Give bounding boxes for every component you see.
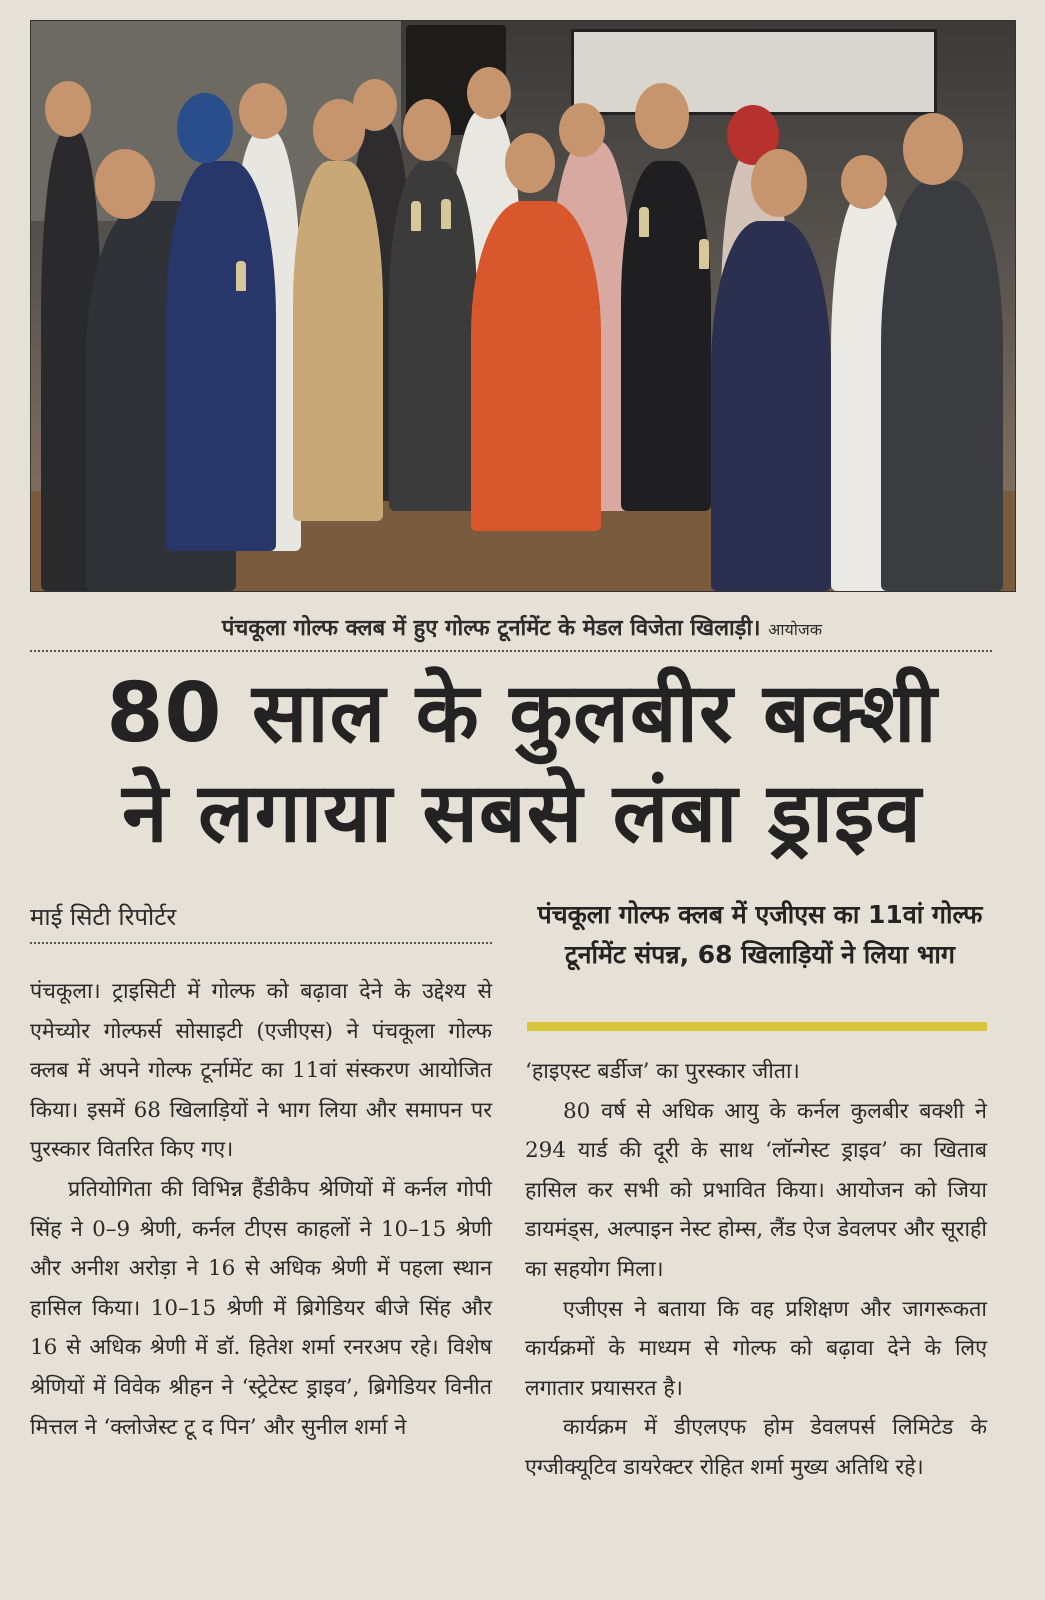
trophy-icon bbox=[639, 207, 649, 237]
photo-person bbox=[711, 221, 831, 591]
trophy-icon bbox=[441, 199, 451, 229]
photo-person bbox=[471, 201, 601, 531]
photo-person-head bbox=[751, 149, 807, 217]
photo-person-head bbox=[505, 133, 555, 193]
paragraph: प्रतियोगिता की विभिन्न हैंडीकैप श्रेणियों में कर्नल गोपी सिंह ने 0–9 श्रेणी, कर्नल टीएस काहलों ने 10–15 श्रेणी और अनीश अरोड़ा ने 16 से अधिक श्रेणी में पहला स्थान हासिल किया। 10–15 श्रेणी में ब्रिगेडियर बीजे सिंह और 16 से अधिक श्रेणी में डॉ. हितेश शर्मा रनरअप रहे। विशेष श्रेणियों में विवेक श्रीहन ने ‘स्ट्रेटेस्ट ड्राइव’, ब्रिगेडियर विनीत मित्तल ने ‘क्लोजेस्ट टू द पिन’ और सुनील शर्मा ने bbox=[30, 1176, 492, 1440]
photo-person bbox=[293, 161, 383, 521]
photo-person-head bbox=[903, 113, 963, 185]
headline-line-1: 80 साल के कुलबीर बक्शी bbox=[106, 666, 938, 761]
headline-line-2: ने लगाया सबसे लंबा ड्राइव bbox=[122, 766, 922, 861]
photo-person-head bbox=[177, 93, 233, 163]
photo-person-head bbox=[467, 67, 511, 119]
photo-person-head bbox=[559, 103, 605, 157]
news-photo bbox=[30, 20, 1016, 592]
photo-person bbox=[166, 161, 276, 551]
headline bbox=[30, 664, 1014, 864]
photo-person-head bbox=[313, 99, 365, 161]
subheadline: पंचकूला गोल्फ क्लब में एजीएस का 11वां गोल्फ टूर्नामेंट संपन्न, 68 खिलाड़ियों ने लिया भाग bbox=[537, 900, 983, 969]
article-column-2 bbox=[525, 1052, 987, 1488]
photo-person-head bbox=[635, 83, 689, 149]
photo-person bbox=[621, 161, 711, 511]
trophy-icon bbox=[699, 239, 709, 269]
caption-text: पंचकूला गोल्फ क्लब में हुए गोल्फ टूर्नामेंट के मेडल विजेता खिलाड़ी। bbox=[221, 616, 761, 641]
photo-person-head bbox=[45, 81, 91, 137]
photo-caption bbox=[30, 612, 1014, 642]
photo-person-head bbox=[239, 83, 287, 139]
trophy-icon bbox=[236, 261, 246, 291]
photo-credit: आयोजक bbox=[768, 620, 823, 639]
paragraph: पंचकूला। ट्राइसिटी में गोल्फ को बढ़ावा देने के उद्देश्य से एमेच्योर गोल्फर्स सोसाइटी (एजीएस) ने पंचकूला गोल्फ क्लब में अपने गोल्फ टूर्नामेंट का 11वां संस्करण आयोजित किया। इसमें 68 खिलाड़ियों ने भाग लिया और समापन पर पुरस्कार वितरित किए गए। bbox=[30, 979, 492, 1163]
paragraph: कार्यक्रम में डीएलएफ होम डेवलपर्स लिमिटेड के एग्जीक्यूटिव डायरेक्टर रोहित शर्मा मुख्य अतिथि रहे। bbox=[525, 1415, 987, 1480]
article-column-1 bbox=[30, 972, 492, 1447]
byline: माई सिटी रिपोर्टर bbox=[30, 903, 177, 931]
photo-person bbox=[881, 181, 1003, 591]
paragraph: एजीएस ने बताया कि वह प्रशिक्षण और जागरूकता कार्यक्रमों के माध्यम से गोल्फ को बढ़ावा देने के लिए लगातार प्रयासरत है। bbox=[525, 1296, 987, 1401]
trophy-icon bbox=[411, 201, 421, 231]
byline-divider bbox=[30, 942, 492, 944]
photo-person-head bbox=[403, 99, 451, 161]
caption-divider bbox=[30, 650, 992, 652]
paragraph: ‘हाइएस्ट बर्डीज’ का पुरस्कार जीता। bbox=[525, 1059, 800, 1084]
photo-person bbox=[389, 161, 477, 511]
photo-person-head bbox=[841, 155, 887, 209]
photo-person-head bbox=[95, 149, 155, 219]
paragraph: 80 वर्ष से अधिक आयु के कर्नल कुलबीर बक्शी ने 294 यार्ड की दूरी के साथ ‘लॉन्गेस्ट ड्राइव’ का खिताब हासिल कर सभी को प्रभावित किया। आयोजन को जिया डायमंड्स, अल्पाइन नेस्ट होम्स, लैंड ऐज डेवलपर और सूराही का सहयोग मिला। bbox=[525, 1098, 987, 1282]
subheadline-underline bbox=[527, 1022, 987, 1031]
photo-screen bbox=[571, 29, 937, 115]
